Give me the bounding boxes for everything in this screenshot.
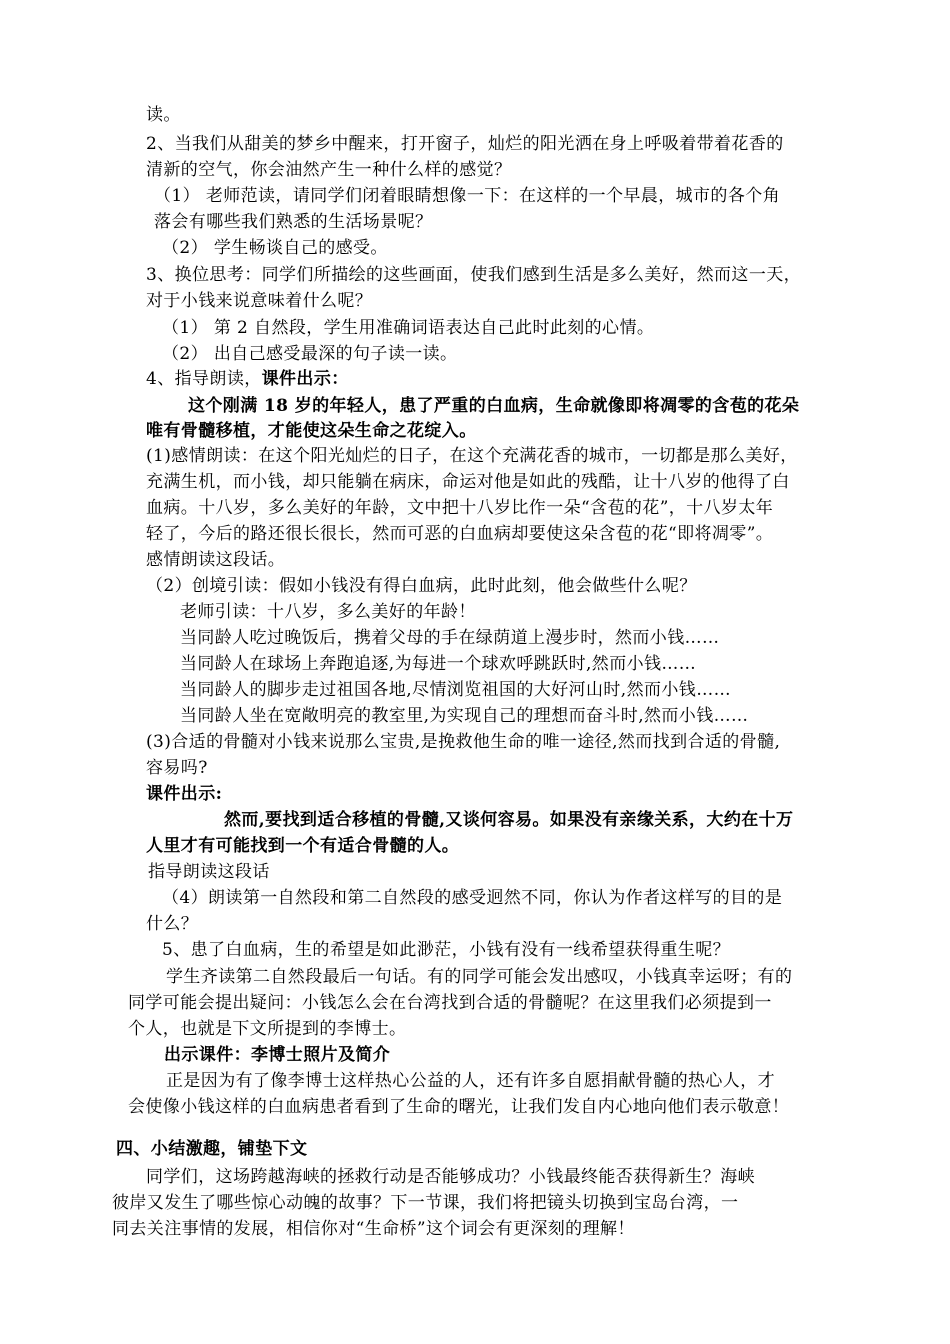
text-line: 指导朗读这段话: [148, 862, 270, 882]
text-line-bold: 这个刚满 18 岁的年轻人，患了严重的白血病，生命就像即将凋零的含苞的花朵: [188, 396, 800, 416]
text-line: （1） 老师范读，请同学们闭着眼睛想像一下：在这样的一个早晨，城市的各个角: [154, 186, 781, 206]
text-line-bold: 出示课件：李博士照片及简介: [164, 1045, 391, 1065]
text-line: 当同龄人吃过晚饭后，携着父母的手在绿荫道上漫步时，然而小钱……: [180, 628, 720, 648]
text-line: （2） 学生畅谈自己的感受。: [162, 238, 388, 258]
text-line: 学生齐读第二自然段最后一句话。有的同学可能会发出感叹，小钱真幸运呀；有的: [166, 967, 793, 987]
text-line: 落会有哪些我们熟悉的生活场景呢？: [154, 212, 433, 232]
text-line-bold: 人里才有可能找到一个有适合骨髓的人。: [146, 836, 460, 856]
text-line: 2、当我们从甜美的梦乡中醒来，打开窗子，灿烂的阳光洒在身上呼吸着带着花香的: [146, 134, 784, 154]
text-line-bold: 课件出示:: [146, 784, 223, 804]
text-line: 5、患了白血病，生的希望是如此渺茫，小钱有没有一线希望获得重生呢？: [162, 940, 731, 960]
text-line: 会使像小钱这样的白血病患者看到了生命的曙光，让我们发自内心地向他们表示敬意！: [128, 1097, 790, 1117]
section-heading: 四、小结激趣，铺垫下文: [116, 1139, 308, 1159]
text-line: [146, 368, 349, 390]
text-line: 轻了，今后的路还很长很长，然而可恶的白血病却要使这朵含苞的花“即将凋零”。: [146, 524, 774, 544]
text-line: 容易吗?: [146, 758, 208, 778]
text-line-bold: 然而,要找到适合移植的骨髓,又谈何容易。如果没有亲缘关系，大约在十万: [224, 810, 794, 830]
text-line: （2） 出自己感受最深的句子读一读。: [162, 344, 458, 364]
text-line: （4）朗读第一自然段和第二自然段的感受迥然不同，你认为作者这样写的目的是: [162, 888, 783, 908]
text-line: 感情朗读这段话。: [146, 550, 286, 570]
text-line: 同学可能会提出疑问：小钱怎么会在台湾找到合适的骨髓呢？在这里我们必须提到一: [128, 993, 772, 1013]
text-line: 什么？: [146, 914, 199, 934]
text-line: 3、换位思考：同学们所描绘的这些画面，使我们感到生活是多么美好，然而这一天，: [146, 265, 802, 285]
text-line: 清新的空气，你会油然产生一种什么样的感觉？: [146, 160, 512, 180]
text-line: 同学们，这场跨越海峡的拯救行动是否能够成功？小钱最终能否获得新生？海峡: [146, 1167, 755, 1187]
text-run-bold: 课件出示：: [261, 369, 349, 389]
text-line: 个人，也就是下文所提到的李博士。: [128, 1019, 407, 1039]
text-line: 充满生机，而小钱，却只能躺在病床，命运对他是如此的残酷，让十八岁的他得了白: [146, 472, 790, 492]
text-line: 血病。十八岁，多么美好的年龄，文中把十八岁比作一朵“含苞的花”，十八岁太年: [146, 498, 774, 518]
text-line: 当同龄人的脚步走过祖国各地,尽情浏览祖国的大好河山时,然而小钱……: [180, 680, 732, 700]
text-line: 老师引读：十八岁，多么美好的年龄！: [180, 602, 476, 622]
text-line: 读。: [146, 105, 181, 125]
text-line: 正是因为有了像李博士这样热心公益的人，还有许多自愿捐献骨髓的热心人，才: [166, 1071, 775, 1091]
text-line: 彼岸又发生了哪些惊心动魄的故事？下一节课，我们将把镜头切换到宝岛台湾，一: [112, 1193, 739, 1213]
text-line: （2）创境引读：假如小钱没有得白血病，此时此刻，他会做些什么呢？: [146, 576, 697, 596]
text-line: (1)感情朗读：在这个阳光灿烂的日子，在这个充满花香的城市，一切都是那么美好，: [146, 446, 798, 466]
text-line-bold: 唯有骨髓移植，才能使这朵生命之花绽入。: [146, 421, 477, 441]
text-line: 对于小钱来说意味着什么呢？: [146, 291, 373, 311]
text-line: 当同龄人坐在宽敞明亮的教室里,为实现自己的理想而奋斗时,然而小钱……: [180, 706, 749, 726]
text-line: (3)合适的骨髓对小钱来说那么宝贵,是挽救他生命的唯一途径,然而找到合适的骨髓,: [146, 732, 781, 752]
text-line: （1） 第 2 自然段，学生用准确词语表达自己此时此刻的心情。: [162, 318, 655, 338]
text-line: 当同龄人在球场上奔跑追逐,为每进一个球欢呼跳跃时,然而小钱……: [180, 654, 697, 674]
text-run: 4、指导朗读，: [146, 369, 262, 389]
text-line: 同去关注事情的发展，相信你对“生命桥”这个词会有更深刻的理解！: [112, 1219, 635, 1239]
